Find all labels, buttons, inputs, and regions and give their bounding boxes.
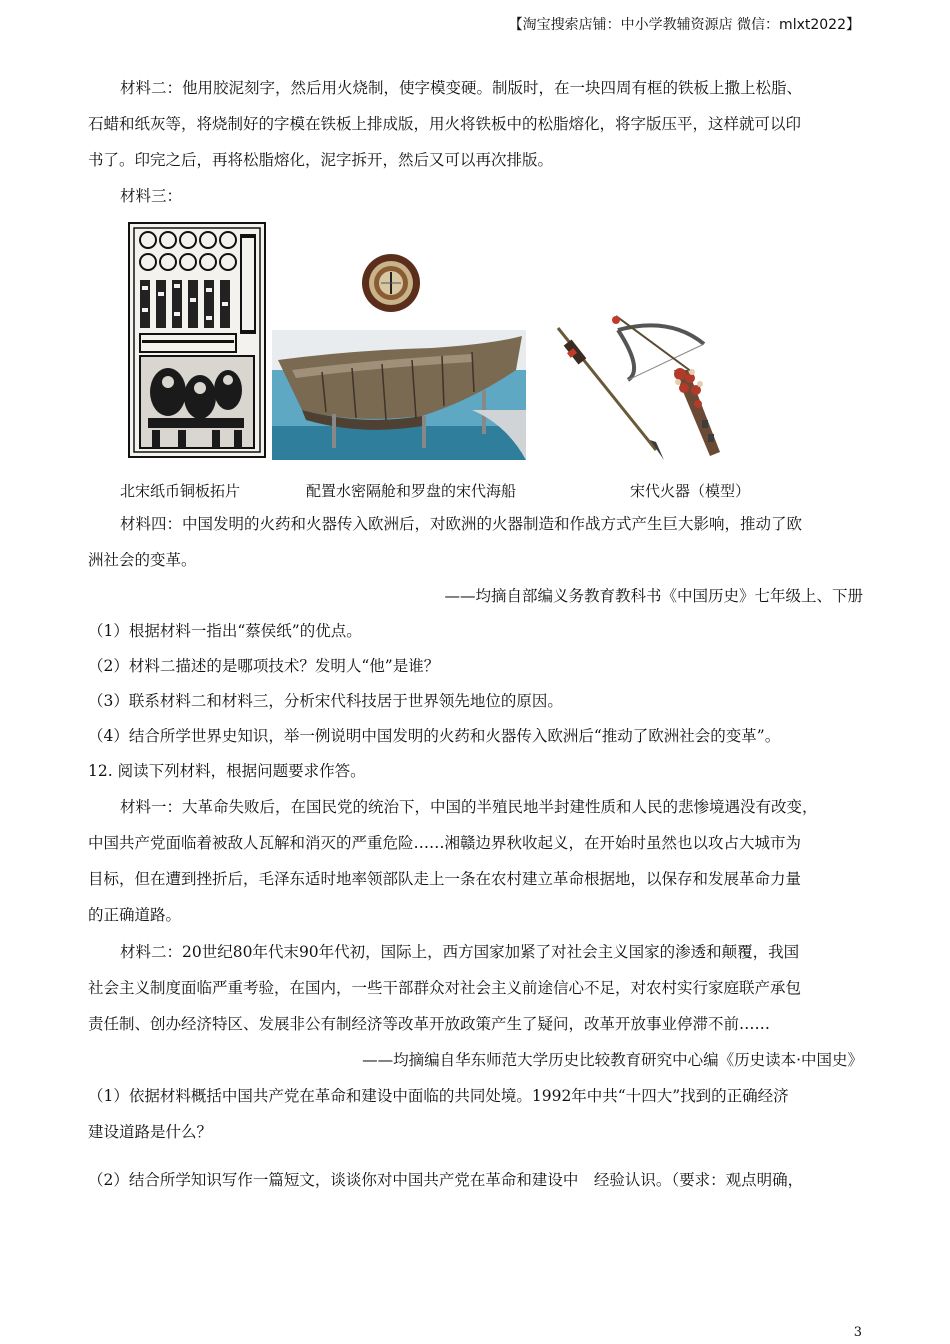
banknote-rubbing-image xyxy=(128,222,266,458)
q12-material-2-line-2: 社会主义制度面临严重考验，在国内，一些干部群众对社会主义前途信心不足，对农村实行家庭联产承包 xyxy=(88,979,802,997)
song-ship-image xyxy=(272,330,526,460)
q11-question-4: （4）结合所学世界史知识，举一例说明中国发明的火药和火器传入欧洲后“推动了欧洲社会的变革”。 xyxy=(88,727,781,745)
material-3-label: 材料三： xyxy=(120,187,183,205)
q12-material-1-line-3: 目标，但在遭到挫折后，毛泽东适时地率领部队走上一条在农村建立革命根据地，以保存和发展革命力量 xyxy=(88,870,802,888)
q12-title: 12. 阅读下列材料，根据问题要求作答。 xyxy=(88,762,366,780)
q12-material-2-line-1: 材料二：20世纪80年代末90年代初，国际上，西方国家加紧了对社会主义国家的渗透和颠覆，我国 xyxy=(120,943,800,961)
q12-material-1-line-2: 中国共产党面临着被敌人瓦解和消灭的严重危险……湘赣边界秋收起义，在开始时虽然也以攻占大城市为 xyxy=(88,834,802,852)
caption-ship: 配置水密隔舱和罗盘的宋代海船 xyxy=(306,482,517,500)
q12-material-1-line-4: 的正确道路。 xyxy=(88,906,182,924)
q12-question-1-line-2: 建设道路是什么？ xyxy=(88,1123,213,1141)
compass-image xyxy=(352,252,430,314)
material-2-line-1: 材料二：他用胶泥刻字，然后用火烧制，使字模变硬。制版时，在一块四周有框的铁板上撒上松脂、 xyxy=(120,79,803,97)
q12-question-1-line-1: （1）依据材料概括中国共产党在革命和建设中面临的共同处境。1992年中共“十四大”找到的正确经济 xyxy=(88,1087,789,1105)
material-4-line-1: 材料四：中国发明的火药和火器传入欧洲后，对欧洲的火器制造和作战方式产生巨大影响，推动了欧 xyxy=(120,515,803,533)
q11-question-1: （1）根据材料一指出“蔡侯纸”的优点。 xyxy=(88,622,362,640)
q12-material-2-line-3: 责任制、创办经济特区、发展非公有制经济等改革开放政策产生了疑问，改革开放事业停滞不前…… xyxy=(88,1015,771,1033)
material-4-line-2: 洲社会的变革。 xyxy=(88,551,197,569)
material-2-line-2: 石蜡和纸灰等，将烧制好的字模在铁板上排成版，用火将铁板中的松脂熔化，将字版压平，这样就可以印 xyxy=(88,115,802,133)
q11-question-2: （2）材料二描述的是哪项技术？发明人“他”是谁？ xyxy=(88,657,440,675)
q11-question-3: （3）联系材料二和材料三，分析宋代科技居于世界领先地位的原因。 xyxy=(88,692,563,710)
caption-fire-weapons: 宋代火器（模型） xyxy=(630,482,751,500)
q12-question-2: （2）结合所学知识写作一篇短文，谈谈你对中国共产党在革命和建设中 经验认识。（要求：观点明确， xyxy=(88,1171,804,1189)
q12-material-1-line-1: 材料一：大革命失败后，在国民党的统治下，中国的半殖民地半封建性质和人民的悲惨境遇没有改变， xyxy=(120,798,818,816)
source-citation-1: ——均摘自部编义务教育教科书《中国历史》七年级上、下册 xyxy=(444,587,863,605)
song-fire-weapons-image xyxy=(552,300,732,462)
source-citation-2: ——均摘编自华东师范大学历史比较教育研究中心编《历史读本·中国史》 xyxy=(362,1051,863,1069)
material-2-line-3: 书了。印完之后，再将松脂熔化，泥字拆开，然后又可以再次排版。 xyxy=(88,151,554,169)
page-number: 3 xyxy=(853,1325,862,1340)
caption-banknote: 北宋纸币铜板拓片 xyxy=(120,482,241,500)
page-header: 【淘宝搜索店铺：中小学教辅资源店 微信：mlxt2022】 xyxy=(508,17,860,33)
